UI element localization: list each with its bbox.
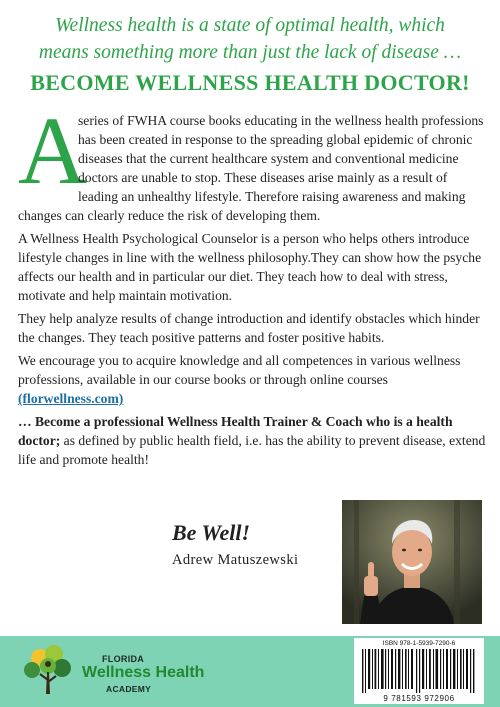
footer-band bbox=[0, 636, 500, 707]
barcode-icon bbox=[360, 649, 478, 693]
drop-cap: A bbox=[18, 97, 88, 204]
paragraph-encourage bbox=[18, 351, 486, 408]
closing-rest: as defined by public health field, i.e. has the ability to prevent disease, extend life and promote health! bbox=[18, 433, 486, 467]
body-text bbox=[18, 97, 486, 473]
tree-logo-icon bbox=[20, 644, 80, 700]
tagline-line-1: Wellness health is a state of optimal health, which bbox=[55, 15, 445, 36]
barcode-number: 9 781593 972906 bbox=[383, 694, 455, 703]
logo-florida: FLORIDA bbox=[102, 654, 145, 664]
tagline-line-2: means something more than just the lack of disease … bbox=[38, 42, 462, 63]
closing-bold: … Become a professional Wellness Health Trainer & Coach who is a health doctor; bbox=[18, 414, 453, 448]
academy-logo bbox=[20, 644, 240, 700]
paragraph-counselor: A Wellness Health Psychological Counselor is a person who helps others introduce lifestyle changes in line with the wellness philosophy.They can show how the psyche affects our health and in particular our diet. They teach how to deal with stress, motivate and help maintain motivation. bbox=[18, 231, 482, 303]
author-photo-illustration bbox=[342, 500, 482, 624]
encourage-text: We encourage you to acquire knowledge and all competences in various wellness professions, available in our course books or through online courses bbox=[18, 353, 461, 387]
paragraph-analyze: They help analyze results of change introduction and identify obstacles which hinder the changes. They teach positive patterns and foster positive habits. bbox=[18, 311, 480, 345]
logo-wellness-health: Wellness Health bbox=[82, 664, 205, 681]
paragraph-closing bbox=[18, 412, 486, 469]
intro-paragraph bbox=[18, 97, 486, 225]
headline: BECOME WELLNESS HEALTH DOCTOR! bbox=[30, 70, 470, 95]
logo-academy: ACADEMY bbox=[106, 684, 152, 694]
website-link[interactable]: (florwellness.com) bbox=[18, 391, 124, 406]
author-name: Adrew Matuszewski bbox=[172, 552, 299, 568]
tagline bbox=[0, 12, 500, 66]
be-well-heading: Be Well! bbox=[172, 520, 251, 545]
isbn-label: ISBN 978-1-5939-7290-6 bbox=[382, 640, 456, 647]
barcode-box bbox=[354, 638, 484, 704]
intro-text: series of FWHA course books educating in the wellness health professions has been created in response to the spreading global epidemic of chronic diseases that the current healthcare system and conventional medicine doctors are unable to stop. These diseases arise mainly as a result of leading an unhealthy lifestyle. Therefore raising awareness and making changes can clearly reduce the risk of developing them. bbox=[18, 113, 484, 223]
author-portrait bbox=[342, 500, 482, 624]
